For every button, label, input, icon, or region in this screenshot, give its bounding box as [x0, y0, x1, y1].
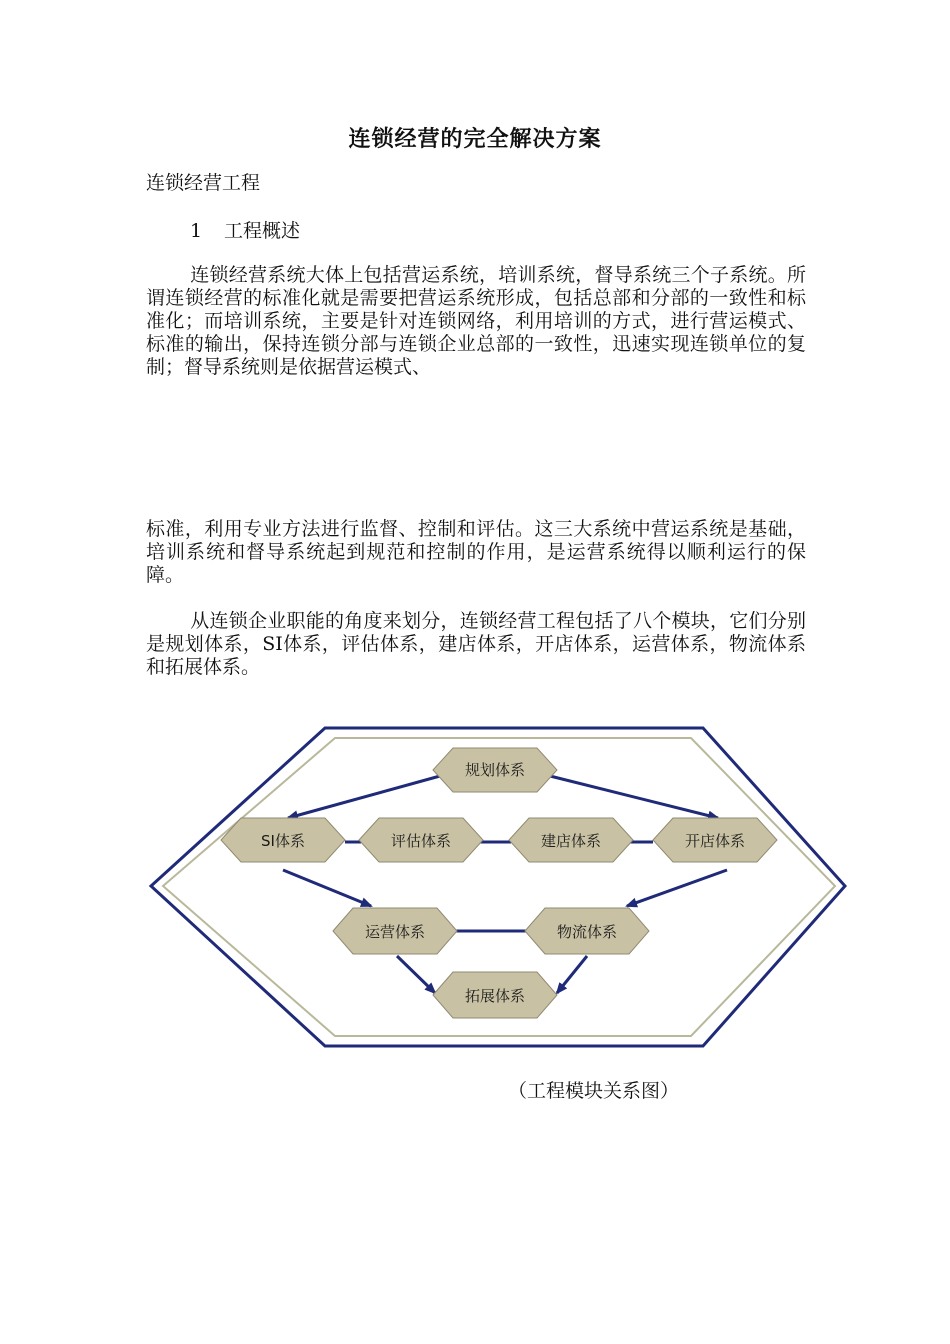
- node-guihua: [433, 748, 557, 792]
- connector-guihua-si: [288, 776, 440, 818]
- subsection-title: 工程概述: [224, 220, 301, 242]
- paragraph-2-text: 标准，利用专业方法进行监督、控制和评估。这三大系统中营运系统是基础，培训系统和督导系统起到规范和控制的作用，是运营系统得以顺利运行的保障。: [146, 518, 806, 586]
- node-si: [221, 818, 345, 862]
- paragraph-2: [146, 518, 806, 587]
- node-jiandian: [509, 818, 633, 862]
- connector-si-yunying: [283, 870, 371, 906]
- node-jiandian-label: 建店体系: [540, 832, 602, 850]
- paragraph-1-text: 连锁经营系统大体上包括营运系统，培训系统，督导系统三个子系统。所谓连锁经营的标准化就是需要把营运系统形成，包括总部和分部的一致性和标准化；而培训系统，主要是针对连锁网络，利用培训的方式，进行营运模式、标准的输出，保持连锁分部与连锁企业总部的一致性，迅速实现连锁单位的复制；督导系统则是依据营运模式、: [146, 264, 806, 378]
- node-pinggu: [359, 818, 483, 862]
- node-wuliu-label: 物流体系: [556, 923, 618, 941]
- section-heading: 连锁经营工程: [146, 172, 261, 194]
- module-relationship-diagram: [145, 722, 865, 1057]
- diagram-caption: （工程模块关系图）: [508, 1080, 680, 1102]
- paragraph-3-text: 从连锁企业职能的角度来划分，连锁经营工程包括了八个模块，它们分别是规划体系，SI体系，评估体系，建店体系，开店体系，运营体系，物流体系和拓展体系。: [146, 610, 806, 678]
- node-wuliu: [525, 908, 649, 954]
- connector-yunying-tuozhan: [397, 956, 435, 993]
- node-si-label: SI体系: [261, 832, 305, 850]
- node-guihua-label: 规划体系: [464, 761, 526, 779]
- connector-kaidian-wuliu: [627, 870, 727, 906]
- page-title: 连锁经营的完全解决方案: [348, 126, 602, 152]
- connector-guihua-kaidian: [550, 776, 718, 818]
- node-yunying: [333, 908, 457, 954]
- subsection-heading: [190, 216, 300, 243]
- node-kaidian: [653, 818, 777, 862]
- node-tuozhan: [433, 972, 557, 1018]
- node-tuozhan-label: 拓展体系: [464, 987, 526, 1005]
- node-yunying-label: 运营体系: [364, 923, 426, 941]
- subsection-number: 1: [190, 220, 203, 242]
- paragraph-1: [146, 264, 806, 379]
- node-pinggu-label: 评估体系: [390, 832, 452, 850]
- connector-wuliu-tuozhan: [557, 956, 587, 993]
- paragraph-3: [146, 610, 806, 679]
- node-kaidian-label: 开店体系: [684, 832, 746, 850]
